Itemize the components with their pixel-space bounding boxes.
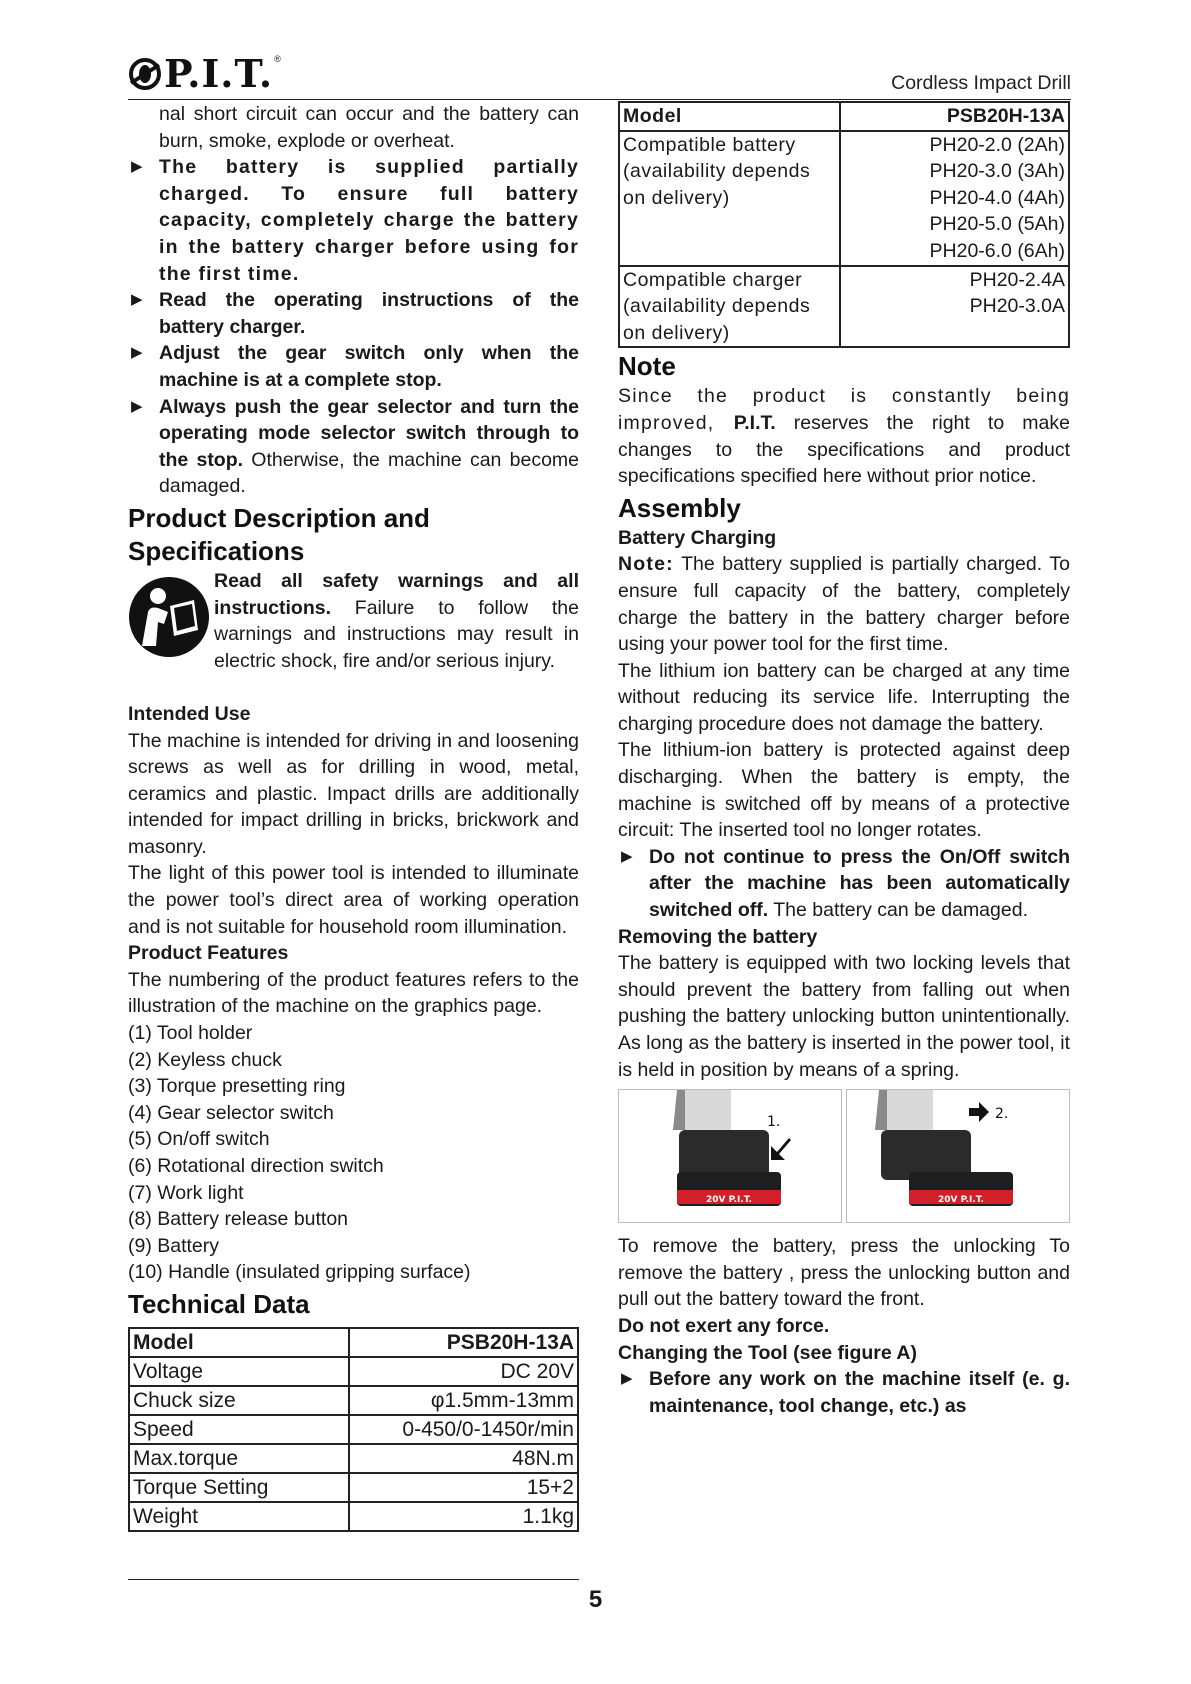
- note-heading: Note: [618, 351, 676, 382]
- onoff-warning-bullet: ▶ Do not continue to press the On/Off switch after the machine has been automatically switched off. The battery can be damaged.: [621, 845, 1070, 922]
- battery-removal-step2-illustration: [847, 1090, 1069, 1222]
- battery-charging-heading: Battery Charging: [618, 526, 777, 549]
- battery-model: PH20-2.0 (2Ah): [929, 133, 1065, 156]
- table-cell: [840, 131, 1070, 266]
- battery-label: 20V P.I.T.: [938, 1195, 984, 1206]
- table-row: [129, 1357, 578, 1386]
- table-row: [129, 1502, 578, 1531]
- read-manual-warning: [128, 568, 579, 701]
- features-list: [128, 1020, 579, 1286]
- remove-instructions-paragraph: To remove the battery, press the unlocking To remove the battery , press the unlocking button and pull out the battery toward the front.: [618, 1235, 1070, 1311]
- note-paragraph: Since the product is constantly being improved, P.I.T. reserves the right to make changes to the specifications and product specifications specified here without prior notice.: [618, 385, 1070, 488]
- table-row: [129, 1328, 578, 1357]
- list-item: (8) Battery release button: [128, 1208, 349, 1231]
- figure-step-1: [618, 1089, 842, 1223]
- battery-model: PH20-5.0 (5Ah): [929, 213, 1065, 236]
- list-item: (4) Gear selector switch: [128, 1101, 334, 1124]
- header-divider: [128, 99, 1071, 100]
- assembly-heading: Assembly: [618, 492, 741, 523]
- step-2-label: 2.: [995, 1106, 1009, 1123]
- compatibility-table: [618, 101, 1070, 348]
- table-cell: PSB20H-13A: [349, 1328, 578, 1357]
- table-cell: [840, 266, 1070, 348]
- read-manual-icon: [128, 576, 210, 658]
- safety-bullet-gear-selector: ▶ Always push the gear selector and turn the operating mode selector switch through to the stop. Otherwise, the machine can become damaged.: [131, 395, 579, 498]
- table-cell: Speed: [129, 1415, 349, 1444]
- bullet-arrow-icon: ▶: [621, 847, 633, 865]
- table-cell: Max.torque: [129, 1444, 349, 1473]
- table-cell: 48N.m: [349, 1444, 578, 1473]
- table-cell: 0-450/0-1450r/min: [349, 1415, 578, 1444]
- left-column: [128, 101, 579, 1532]
- document-title: Cordless Impact Drill: [891, 72, 1071, 94]
- charger-model: PH20-2.4A: [969, 268, 1065, 291]
- battery-model: PH20-6.0 (6Ah): [929, 239, 1065, 262]
- lithium-paragraph-1: The lithium ion battery can be charged at any time without reducing its service life. Interrupting the charging procedure does not damage the battery.: [618, 659, 1070, 735]
- arrow-down-icon: [771, 1138, 791, 1160]
- footer-divider: [128, 1579, 579, 1580]
- table-cell: PSB20H-13A: [840, 102, 1070, 131]
- removing-battery-paragraph: The battery is equipped with two locking levels that should prevent the battery from falling out when pushing the battery unlocking button unintentionally. As long as the battery is inserted in the power tool, it is held in position by means of a spring.: [618, 952, 1070, 1081]
- table-row: [129, 1473, 578, 1502]
- bullet-arrow-icon: ▶: [131, 158, 143, 176]
- bullet-arrow-icon: ▶: [131, 291, 143, 309]
- list-item: (9) Battery: [128, 1234, 220, 1257]
- intended-use-heading: Intended Use: [128, 702, 251, 725]
- lithium-paragraph-2: The lithium-ion battery is protected against deep discharging. When the battery is empty, the machine is switched off by means of a protective circuit: The inserted tool no longer rotates.: [618, 739, 1070, 842]
- list-item: (1) Tool holder: [128, 1022, 253, 1045]
- before-work-bullet: ▶ Before any work on the machine itself (e. g. maintenance, tool change, etc.) as: [621, 1368, 1070, 1417]
- right-column: [618, 101, 1070, 1419]
- no-force-warning: Do not exert any force.: [618, 1314, 830, 1337]
- list-item: (7) Work light: [128, 1181, 244, 1204]
- battery-label: 20V P.I.T.: [706, 1195, 752, 1206]
- brand-name: P.I.T.: [164, 51, 274, 96]
- warning-bold-text: Read all safety warnings and all instructions.: [214, 569, 579, 619]
- intended-use-paragraph-2: The light of this power tool is intended to illuminate the power tool’s direct area of working operation and is not suitable for household room illumination.: [128, 862, 579, 938]
- table-cell: 1.1kg: [349, 1502, 578, 1531]
- brand-logo: [128, 52, 281, 96]
- warning-text: Failure to follow the warnings and instructions may result in electric shock, fire and/or serious injury.: [214, 596, 579, 672]
- product-features-heading: Product Features: [128, 942, 289, 965]
- technical-data-heading: Technical Data: [128, 1288, 310, 1319]
- table-cell: Torque Setting: [129, 1473, 349, 1502]
- bullet-arrow-icon: ▶: [621, 1370, 633, 1388]
- battery-removal-step1-illustration: [619, 1090, 841, 1222]
- table-cell: 15+2: [349, 1473, 578, 1502]
- table-cell: Voltage: [129, 1357, 349, 1386]
- figure-step-2: [846, 1089, 1070, 1223]
- technical-data-table: [128, 1327, 579, 1532]
- table-row: [129, 1386, 578, 1415]
- product-description-heading: Product Description and Specifications: [128, 502, 430, 566]
- step-1-label: 1.: [767, 1114, 781, 1131]
- battery-model: PH20-3.0 (3Ah): [929, 160, 1065, 183]
- bullet-arrow-icon: ▶: [131, 397, 143, 415]
- battery-model: PH20-4.0 (4Ah): [929, 186, 1065, 209]
- arrow-right-icon: [969, 1102, 989, 1122]
- list-item: (2) Keyless chuck: [128, 1048, 282, 1071]
- battery-removal-figures: [618, 1089, 1070, 1223]
- list-item: (6) Rotational direction switch: [128, 1155, 384, 1177]
- table-row: [619, 102, 1069, 131]
- table-row: [619, 131, 1069, 266]
- table-cell: Chuck size: [129, 1386, 349, 1415]
- changing-tool-heading: Changing the Tool (see figure A): [618, 1341, 917, 1364]
- table-cell: Compatible battery (availability depends on delivery): [619, 131, 840, 266]
- table-row: [129, 1415, 578, 1444]
- intended-use-paragraph-1: The machine is intended for driving in and loosening screws as well as for drilling in wood, metal, ceramics and plastic. Impact drills are additionally intended for impact drilling in bricks, brickwork and masonry.: [128, 729, 579, 858]
- continued-paragraph: nal short circuit can occur and the battery can burn, smoke, explode or overheat.: [159, 103, 579, 152]
- table-row: [619, 266, 1069, 348]
- page-number: 5: [588, 1586, 603, 1613]
- charger-model: PH20-3.0A: [969, 295, 1065, 318]
- table-cell: Model: [129, 1328, 349, 1357]
- pit-logo-icon: [128, 57, 162, 91]
- safety-bullet-charge: ▶ The battery is supplied partially charged. To ensure full battery capacity, completely charge the battery in the battery charger before using for the first time.: [131, 156, 579, 285]
- safety-bullet-charger-manual: ▶ Read the operating instructions of the battery charger.: [131, 289, 579, 338]
- table-cell: Weight: [129, 1502, 349, 1531]
- table-cell: Model: [619, 102, 840, 131]
- table-cell: DC 20V: [349, 1357, 578, 1386]
- safety-bullet-gear-switch: ▶ Adjust the gear switch only when the machine is at a complete stop.: [131, 342, 579, 391]
- list-item: (5) On/off switch: [128, 1128, 270, 1151]
- table-row: [129, 1444, 578, 1473]
- removing-battery-heading: Removing the battery: [618, 925, 818, 948]
- product-features-paragraph: The numbering of the product features refers to the illustration of the machine on the graphics page.: [128, 968, 579, 1018]
- charging-note-paragraph: Note: The battery supplied is partially charged. To ensure full capacity of the battery, completely charge the battery in the battery charger before using your power tool for the first time.: [618, 553, 1070, 656]
- bullet-arrow-icon: ▶: [131, 344, 143, 362]
- list-item: (10) Handle (insulated gripping surface): [128, 1261, 471, 1284]
- list-item: (3) Torque presetting ring: [128, 1075, 346, 1098]
- registered-mark: ®: [274, 54, 281, 64]
- table-cell: φ1.5mm-13mm: [349, 1386, 578, 1415]
- table-cell: Compatible charger (availability depends on delivery): [619, 266, 840, 348]
